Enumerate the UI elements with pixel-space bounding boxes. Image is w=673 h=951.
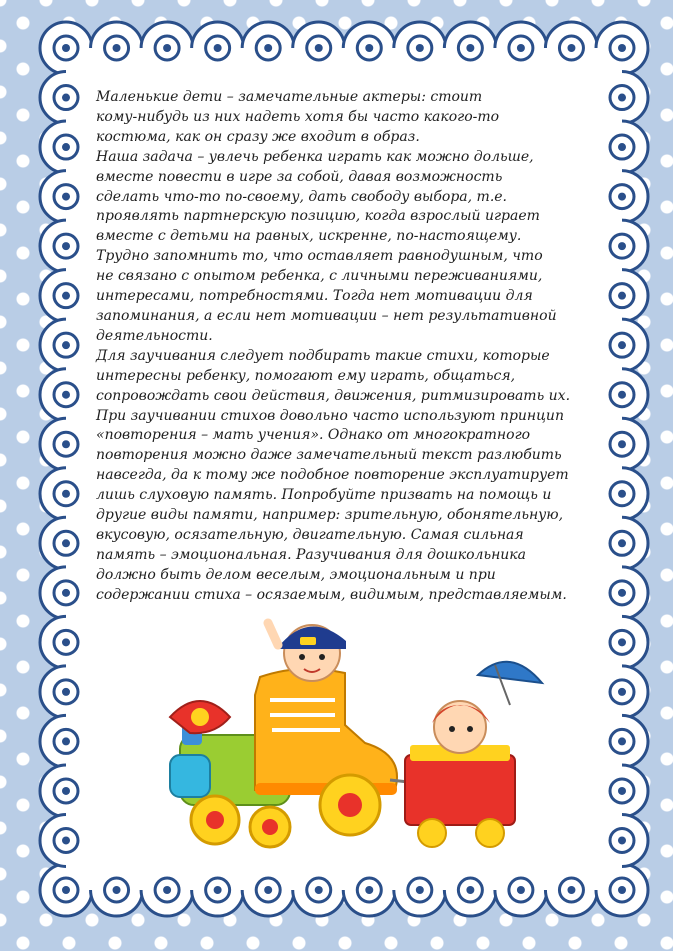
motif-dot (466, 44, 474, 52)
motif-dot (618, 836, 626, 844)
motif-dot (618, 539, 626, 547)
motif-dot (315, 44, 323, 52)
motif-dot (62, 539, 70, 547)
motif-dot (62, 292, 70, 300)
motif-dot (618, 787, 626, 795)
motif-dot (618, 94, 626, 102)
text-line: повторения можно даже замечательный текст разлюбить (96, 447, 562, 464)
motif-dot (214, 886, 222, 894)
motif-dot (365, 886, 373, 894)
motif-dot (618, 886, 626, 894)
motif-dot (62, 737, 70, 745)
text-line: При заучивании стихов довольно часто используют принцип (96, 407, 564, 424)
text-line: другие виды памяти, например: зрительную, обонятельную, (96, 507, 564, 524)
children-toy-train-illustration (160, 605, 560, 865)
text-line: должно быть делом веселым, эмоциональным и при (96, 566, 496, 583)
motif-dot (62, 688, 70, 696)
motif-dot (618, 242, 626, 250)
motif-dot (62, 787, 70, 795)
motif-dot (163, 886, 171, 894)
text-line: Маленькие дети – замечательные актеры: стоит (96, 89, 483, 105)
motif-dot (264, 44, 272, 52)
motif-dot (62, 341, 70, 349)
motif-dot (618, 589, 626, 597)
motif-dot (618, 440, 626, 448)
motif-dot (62, 589, 70, 597)
motif-dot (618, 688, 626, 696)
motif-dot (618, 341, 626, 349)
motif-dot (62, 886, 70, 894)
motif-dot (618, 193, 626, 201)
motif-dot (62, 440, 70, 448)
text-line: вкусовую, осязательную, двигательную. Самая сильная (96, 526, 524, 543)
motif-dot (163, 44, 171, 52)
motif-dot (517, 44, 525, 52)
text-line: деятельности. (96, 327, 213, 344)
motif-dot (567, 44, 575, 52)
text-line: сопровождать свои действия, движения, ритмизировать их. (96, 387, 571, 404)
motif-dot (62, 44, 70, 52)
motif-dot (113, 886, 121, 894)
motif-dot (618, 490, 626, 498)
text-line: память – эмоциональная. Разучивания для дошкольника (96, 546, 527, 563)
text-line: Трудно запомнить то, что оставляет равнодушным, что (96, 248, 543, 265)
text-line: вместе повести в игре за собой, давая возможность (96, 168, 503, 185)
motif-dot (62, 143, 70, 151)
motif-dot (567, 886, 575, 894)
wagon-car (405, 745, 515, 847)
text-line: сделать что-то по-своему, дать свободу выбора, т.е. (96, 188, 508, 205)
shoe-car (255, 669, 397, 795)
text-line: интересны ребенку, помогают ему играть, общаться, (96, 367, 516, 384)
motif-dot (466, 886, 474, 894)
motif-dot (264, 886, 272, 894)
text-line: «повторения – мать учения». Однако от многократного (96, 427, 531, 444)
text-line: запоминания, а если нет мотивации – нет результативной (96, 307, 557, 324)
body-text (96, 88, 600, 606)
motif-dot (62, 391, 70, 399)
motif-dot (365, 44, 373, 52)
motif-dot (618, 44, 626, 52)
motif-dot (517, 886, 525, 894)
text-line: лишь слуховую память. Попробуйте призвать на помощь и (96, 487, 552, 504)
text-line: не связано с опытом ребенка, с личными переживаниями, (96, 268, 543, 285)
motif-dot (618, 292, 626, 300)
motif-dot (113, 44, 121, 52)
motif-dot (62, 193, 70, 201)
motif-dot (62, 490, 70, 498)
text-line: Наша задача – увлечь ребенка играть как можно дольше, (96, 148, 534, 165)
motif-dot (618, 737, 626, 745)
motif-dot (618, 391, 626, 399)
umbrella (478, 662, 542, 705)
motif-dot (62, 94, 70, 102)
text-line: проявлять партнерскую позицию, когда взрослый играет (96, 208, 540, 225)
motif-dot (62, 638, 70, 646)
motif-dot (315, 886, 323, 894)
motif-dot (62, 242, 70, 250)
motif-dot (416, 886, 424, 894)
motif-dot (62, 836, 70, 844)
text-line: костюма, как он сразу же входит в образ. (96, 128, 420, 145)
motif-dot (214, 44, 222, 52)
text-line: вместе с детьми на равных, искренне, по-настоящему. (96, 228, 522, 245)
text-line: Для заучивания следует подбирать такие стихи, которые (96, 347, 550, 364)
text-line: кому-нибудь из них надеть хотя бы часто какого-то (96, 108, 500, 125)
text-line: содержании стиха – осязаемым, видимым, представляемым. (96, 586, 567, 603)
motif-dot (618, 638, 626, 646)
motif-dot (416, 44, 424, 52)
text-line: навсегда, да к тому же подобное повторение эксплуатирует (96, 467, 569, 484)
text-line: интересами, потребностями. Тогда нет мотивации для (96, 288, 533, 305)
motif-dot (618, 143, 626, 151)
